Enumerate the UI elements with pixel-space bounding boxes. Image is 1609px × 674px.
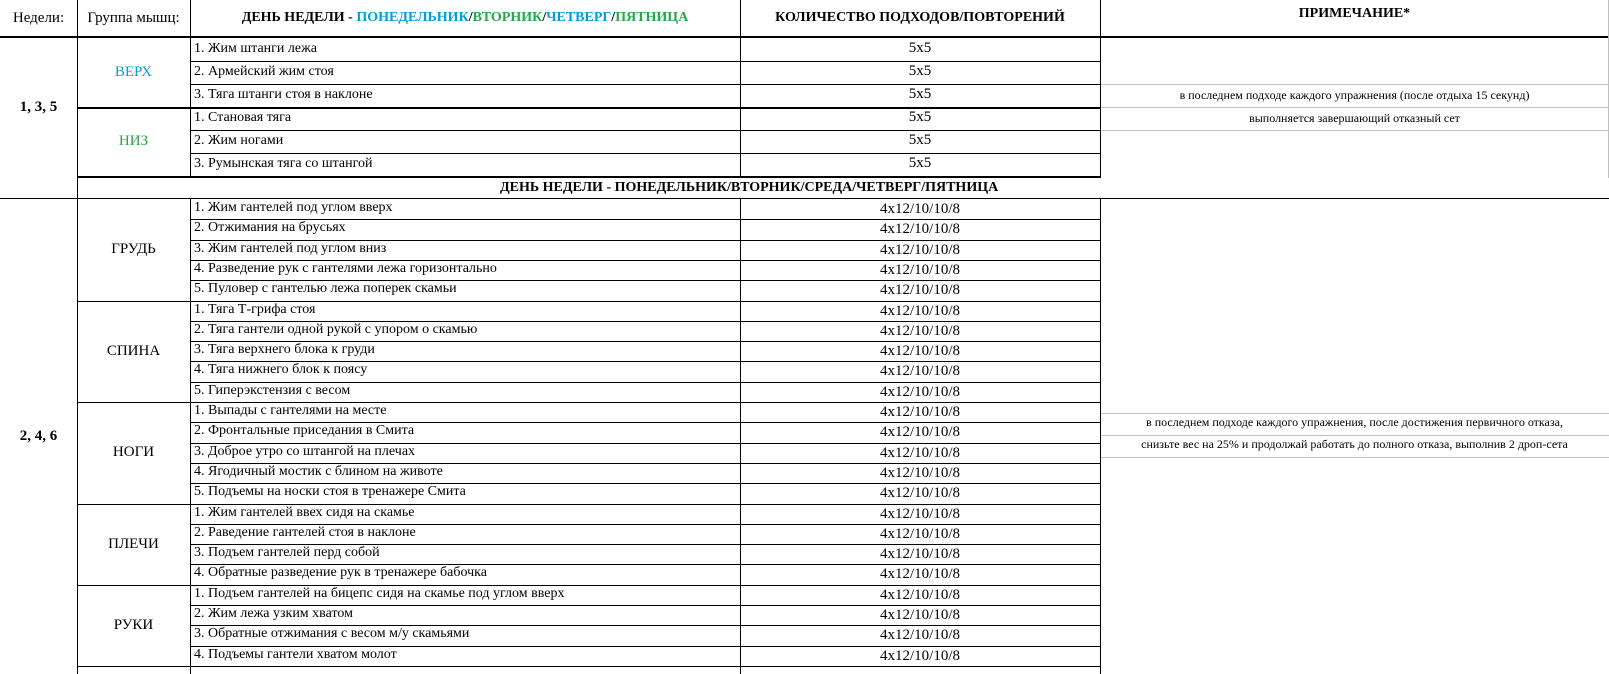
section-2-title: ДЕНЬ НЕДЕЛИ - ПОНЕДЕЛЬНИК/ВТОРНИК/СРЕДА/ЧЕТВЕРГ/ПЯТНИЦА	[500, 180, 999, 195]
day-separator: ДЕНЬ НЕДЕЛИ -	[241, 10, 357, 25]
muscle-group-0: ВЕРХ	[114, 64, 153, 80]
exercise-sets: 4x12/10/10/8	[879, 607, 960, 623]
grid-line	[0, 36, 1609, 38]
exercise-sets: 4x12/10/10/8	[879, 586, 960, 603]
exercise-sets: 4x12/10/10/8	[879, 201, 960, 217]
exercise-sets: 4x12/10/10/8	[879, 424, 960, 441]
exercise-name: 5. Гиперэкстензия с весом	[194, 382, 351, 398]
exercise-sets: 4x12/10/10/8	[879, 261, 960, 278]
header-weeks: Недели:	[12, 9, 65, 26]
day-separator: /	[542, 10, 547, 25]
exercise-name: 3. Тяга верхнего блока к груди	[194, 342, 375, 358]
note-line-1: в последнем подходе каждого упражнения, после достижения первичного отказа,	[1146, 414, 1563, 429]
exercise-sets: 4x12/10/10/8	[879, 464, 960, 481]
exercise-name: 1. Жим гантелей под углом вверх	[194, 200, 393, 215]
exercise-name: 3. Тяга штанги стоя в наклоне	[194, 87, 373, 102]
exercise-name: 4. Тяга нижнего блок к поясу	[194, 362, 368, 378]
exercise-sets: 4x12/10/10/8	[879, 546, 960, 563]
exercise-name: 5. Пуловер с гантелью лежа поперек скамьи	[194, 281, 457, 297]
grid-line	[1100, 199, 1101, 674]
exercise-name: 4. Подъемы гантели хватом молот	[194, 646, 397, 662]
exercise-sets: 4x12/10/10/8	[879, 282, 960, 299]
grid-line	[77, 666, 1100, 667]
exercise-name: 3. Подъем гантелей перд собой	[194, 545, 380, 561]
exercise-sets: 4x12/10/10/8	[879, 647, 960, 664]
exercise-sets: 4x12/10/10/8	[879, 302, 960, 319]
header-note: ПРИМЕЧАНИЕ*	[1298, 6, 1411, 21]
exercise-name: 1. Тяга Т-грифа стоя	[194, 301, 316, 317]
exercise-sets: 4x12/10/10/8	[879, 241, 960, 258]
exercise-name: 4. Разведение рук с гантелями лежа горизонтально	[194, 260, 497, 276]
exercise-sets: 4x12/10/10/8	[879, 566, 960, 583]
muscle-group-НОГИ: НОГИ	[112, 444, 155, 461]
exercise-name: 5. Подъемы на носки стоя в тренажере Смита	[194, 484, 466, 500]
header-muscle-group: Группа мышц:	[87, 9, 180, 26]
grid-line	[1100, 84, 1609, 85]
exercise-sets: 4x12/10/10/8	[879, 444, 960, 461]
header-day-of-week	[190, 0, 740, 36]
grid-line	[77, 0, 78, 674]
exercise-name: 2. Раведение гантелей стоя в наклоне	[194, 524, 416, 540]
grid-line	[190, 61, 1100, 62]
exercise-name: 1. Выпады с гантелями на месте	[194, 403, 387, 418]
grid-line	[740, 0, 741, 178]
day-thu: ЧЕТВЕРГ	[546, 10, 612, 25]
grid-line	[190, 153, 1100, 154]
exercise-name: 1. Становая тяга	[194, 110, 292, 125]
exercise-name: 3. Доброе утро со штангой на плечах	[194, 443, 416, 459]
weeks-2-4-6: 2, 4, 6	[19, 428, 58, 444]
exercise-sets: 5x5	[908, 109, 932, 125]
note-line-2: выполняется завершающий отказный сет	[1249, 111, 1460, 125]
exercise-sets: 4x12/10/10/8	[879, 404, 960, 420]
grid-line	[1100, 130, 1609, 131]
exercise-sets: 5x5	[908, 40, 932, 56]
exercise-name: 1. Жим гантелей ввех сидя на скамье	[194, 504, 415, 520]
note-line-2: снизьте вес на 25% и продолжай работать до полного отказа, выполнив 2 дроп-сета	[1141, 436, 1568, 451]
exercise-name: 2. Жим ногами	[194, 133, 284, 148]
exercise-sets: 4x12/10/10/8	[879, 383, 960, 400]
exercise-name: 1. Жим штанги лежа	[194, 41, 317, 56]
grid-line	[190, 84, 1100, 85]
exercise-name: 2. Тяга гантели одной рукой с упором о скамью	[194, 321, 478, 337]
note-line-1: в последнем подходе каждого упражнения (после отдыха 15 секунд)	[1179, 88, 1530, 102]
day-tue: ВТОРНИК	[472, 10, 543, 25]
grid-line	[1100, 457, 1609, 458]
exercise-sets: 4x12/10/10/8	[879, 485, 960, 502]
exercise-sets: 4x12/10/10/8	[879, 525, 960, 542]
exercise-name: 3. Жим гантелей под углом вниз	[194, 240, 387, 256]
exercise-name: 2. Отжимания на брусьях	[194, 220, 346, 236]
exercise-sets: 4x12/10/10/8	[879, 343, 960, 360]
exercise-name: 2. Жим лежа узким хватом	[194, 606, 353, 621]
exercise-name: 4. Ягодичный мостик с блином на животе	[194, 463, 443, 479]
muscle-group-1: НИЗ	[118, 133, 149, 149]
exercise-name: 1. Подъем гантелей на бицепс сидя на скамье под углом вверх	[194, 585, 565, 601]
exercise-sets: 4x12/10/10/8	[879, 505, 960, 522]
grid-line	[740, 199, 741, 674]
exercise-sets: 5x5	[908, 155, 932, 171]
exercise-sets: 4x12/10/10/8	[879, 322, 960, 339]
day-fri: ПЯТНИЦА	[615, 10, 689, 25]
exercise-name: 2. Армейский жим стоя	[194, 64, 334, 79]
weeks-1-3-5: 1, 3, 5	[19, 98, 58, 115]
grid-line	[1100, 413, 1609, 414]
exercise-name: 3. Обратные отжимания с весом м/у скамьями	[194, 626, 470, 642]
day-mon: ПОНЕДЕЛЬНИК	[356, 10, 469, 25]
exercise-name: 2. Фронтальные приседания в Смита	[194, 423, 415, 439]
day-separator: /	[468, 10, 473, 25]
muscle-group-ГРУДЬ: ГРУДЬ	[111, 241, 156, 258]
grid-line	[1100, 107, 1609, 108]
header-sets-reps: КОЛИЧЕСТВО ПОДХОДОВ/ПОВТОРЕНИЙ	[775, 10, 1065, 25]
grid-line	[190, 0, 191, 178]
exercise-sets: 4x12/10/10/8	[879, 627, 960, 644]
exercise-sets: 4x12/10/10/8	[879, 221, 960, 238]
grid-line	[1100, 435, 1609, 436]
muscle-group-СПИНА: СПИНА	[106, 342, 161, 359]
exercise-sets: 5x5	[908, 86, 932, 102]
muscle-group-ПЛЕЧИ: ПЛЕЧИ	[108, 535, 159, 552]
exercise-sets: 4x12/10/10/8	[879, 363, 960, 380]
exercise-sets: 5x5	[908, 63, 932, 79]
muscle-group-РУКИ: РУКИ	[113, 616, 154, 633]
grid-line	[190, 130, 1100, 131]
day-separator: /	[611, 10, 616, 25]
grid-line	[190, 199, 191, 674]
exercise-sets: 5x5	[908, 132, 932, 148]
grid-line	[1100, 0, 1101, 178]
exercise-name: 4. Обратные разведение рук в тренажере бабочка	[194, 565, 487, 581]
exercise-name: 3. Румынская тяга со штангой	[194, 156, 373, 171]
